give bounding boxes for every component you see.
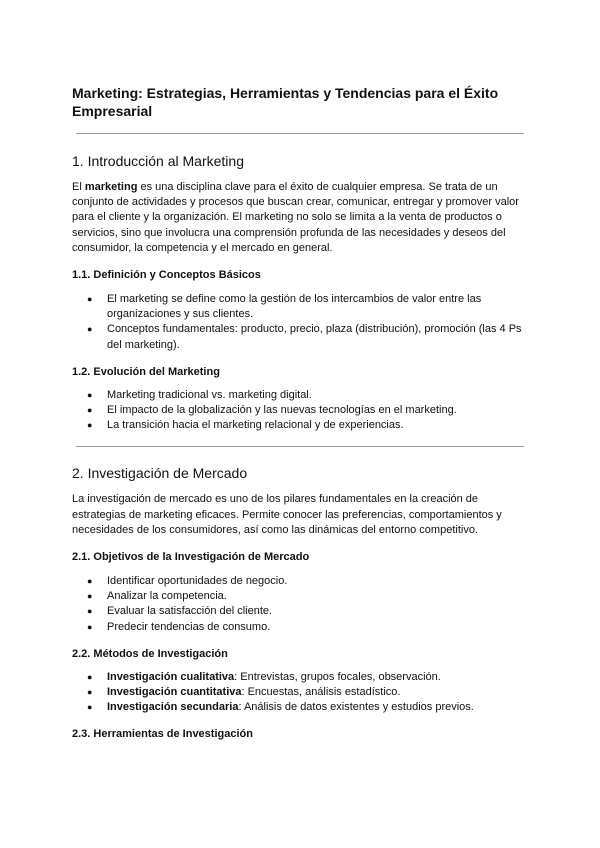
list-item: ● Identificar oportunidades de negocio. <box>72 574 524 589</box>
bullet-icon: ● <box>87 621 93 632</box>
bullet-icon: ● <box>87 324 93 335</box>
bullet-icon: ● <box>87 606 93 617</box>
bullet-list-1-2 <box>72 388 524 434</box>
subsection-heading-2-3: 2.3. Herramientas de Investigación <box>72 728 253 741</box>
subsection-heading-1-2: 1.2. Evolución del Marketing <box>72 365 220 378</box>
section-intro-paragraph: La investigación de mercado es uno de los pilares fundamentales en la creación de estrategias de marketing eficaces. Permite conocer las preferencias, comportamientos y necesidades de los consumidores, así como las dinámicas del entorno competitivo. <box>72 493 502 536</box>
subsection-heading-1-1: 1.1. Definición y Conceptos Básicos <box>72 269 261 282</box>
list-item: ● Predecir tendencias de consumo. <box>72 620 524 635</box>
section-heading-intro: 1. Introducción al Marketing <box>72 153 244 169</box>
intro-text: es una disciplina clave para el éxito de cualquier empresa. Se trata de un conjunto de actividades y procesos que buscan crear, comunicar, entregar y promover valor para el cliente y la organización. El marketing no solo se limita a la venta de productos o servicios, sino que involucra una comprensión profunda de las necesidades y deseos del consumidor, la competencia y el mercado en general. <box>72 181 519 254</box>
bullet-icon: ● <box>87 389 93 400</box>
bullet-icon: ● <box>87 671 93 682</box>
bullet-icon: ● <box>87 420 93 431</box>
bullet-icon: ● <box>87 294 93 305</box>
subsection-heading-2-1: 2.1. Objetivos de la Investigación de Mercado <box>72 551 310 564</box>
section-heading-market-research: 2. Investigación de Mercado <box>72 465 248 482</box>
divider <box>76 133 524 134</box>
list-item: ● Investigación cualitativa: Entrevistas, grupos focales, observación. <box>72 670 524 685</box>
list-item: ● La transición hacia el marketing relacional y de experiencias. <box>72 418 524 433</box>
section-intro-paragraph <box>72 180 524 256</box>
list-item: ● Investigación cuantitativa: Encuestas, análisis estadístico. <box>72 685 524 700</box>
bullet-list-1-1 <box>72 292 524 353</box>
intro-bold-term: marketing <box>84 181 138 193</box>
intro-text: El <box>72 181 85 193</box>
list-item: ● Analizar la competencia. <box>72 589 524 604</box>
list-item: ● Marketing tradicional vs. marketing digital. <box>72 388 524 403</box>
bullet-icon: ● <box>87 591 93 602</box>
subsection-heading-2-2: 2.2. Métodos de Investigación <box>72 647 228 660</box>
bullet-icon: ● <box>87 687 93 698</box>
list-item: ● Conceptos fundamentales: producto, precio, plaza (distribución), promoción (las 4 Ps del marketing). <box>87 323 522 351</box>
method-name: Investigación cualitativa <box>107 670 235 683</box>
list-item: ● Evaluar la satisfacción del cliente. <box>72 604 524 619</box>
method-name: Investigación cuantitativa <box>107 686 242 699</box>
bullet-icon: ● <box>87 702 93 713</box>
list-item: ● Investigación secundaria: Análisis de datos existentes y estudios previos. <box>72 700 524 715</box>
divider <box>76 446 524 447</box>
bullet-icon: ● <box>87 576 93 587</box>
bullet-list-2-2 <box>72 670 524 716</box>
document-title: Marketing: Estrategias, Herramientas y Tendencias para el Éxito Empresarial <box>72 85 499 119</box>
method-name: Investigación secundaria <box>107 701 239 714</box>
list-item: ● El marketing se define como la gestión de los intercambios de valor entre las organizaciones y sus clientes. <box>87 293 482 321</box>
bullet-list-2-1 <box>72 574 524 635</box>
list-item: ● El impacto de la globalización y las nuevas tecnologías en el marketing. <box>72 403 524 418</box>
bullet-icon: ● <box>87 405 93 416</box>
